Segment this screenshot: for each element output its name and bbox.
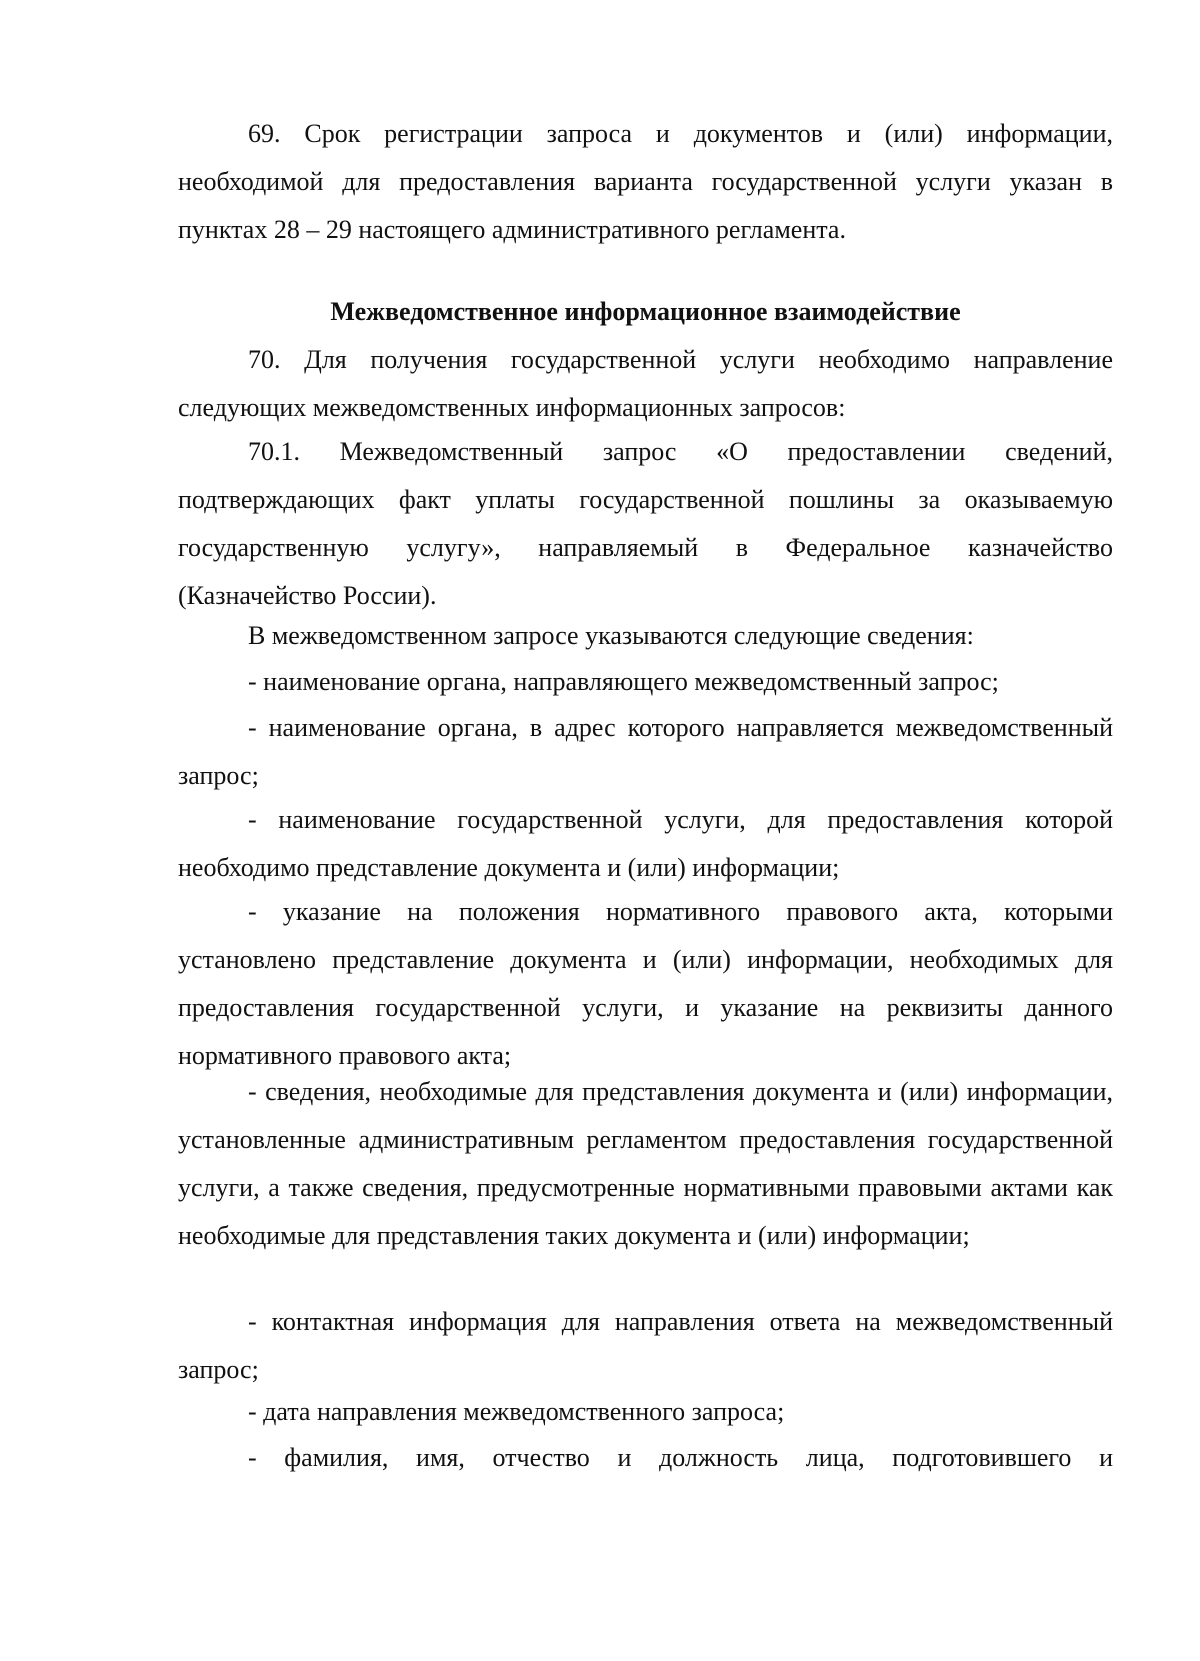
paragraph-70: 70. Для получения государственной услуги необходимо направление следующих межведомственных информационных запросов:: [178, 345, 1113, 422]
section-heading: Межведомственное информационное взаимодействие: [330, 297, 961, 326]
list-item-required-info: - сведения, необходимые для представления документа и (или) информации, установленные административным регламентом предоставления государственной услуги, а также сведения, предусмотренные нормативными правовыми актами как необходимые для представления таких документа и (или) информации;: [178, 1077, 1113, 1250]
list-item-requesting-body: - наименование органа, направляющего межведомственный запрос;: [248, 667, 999, 696]
paragraph-69: 69. Срок регистрации запроса и документов и (или) информации, необходимой для предоставления варианта государственной услуги указан в пунктах 28 – 29 настоящего административного регламента.: [178, 119, 1113, 244]
paragraph-70-1: 70.1. Межведомственный запрос «О предоставлении сведений, подтверждающих факт уплаты государственной пошлины за оказываемую государственную услугу», направляемый в Федеральное казначейство (Казначейство России).: [178, 437, 1113, 610]
list-item-addressee-body: - наименование органа, в адрес которого направляется межведомственный запрос;: [178, 713, 1113, 790]
requirements-intro: В межведомственном запросе указываются следующие сведения:: [248, 621, 974, 650]
list-item-service-name: - наименование государственной услуги, для предоставления которой необходимо представление документа и (или) информации;: [178, 805, 1113, 882]
list-item-legal-act: - указание на положения нормативного правового акта, которыми установлено представление документа и (или) информации, необходимых для предоставления государственной услуги, и указание на реквизиты данного нормативного правового акта;: [178, 897, 1113, 1070]
list-item-request-date: - дата направления межведомственного запроса;: [248, 1397, 785, 1426]
list-item-contact-info: - контактная информация для направления ответа на межведомственный запрос;: [178, 1307, 1113, 1384]
list-item-preparer: - фамилия, имя, отчество и должность лица, подготовившего и: [248, 1443, 1113, 1472]
